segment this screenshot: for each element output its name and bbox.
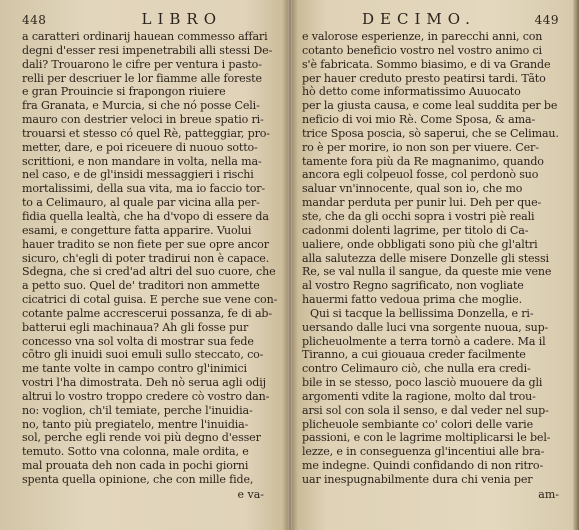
text-line: al vostro Regno sagrificato, non vogliate <box>302 279 524 293</box>
text-line: ualiere, onde obbligati sono più che gl'altri <box>302 237 538 251</box>
right-page-edge <box>573 0 579 530</box>
text-line: plicheuole sembiante co' colori delle varie <box>302 417 533 431</box>
text-line: sol, perche egli rende voi più degno d'esser <box>22 431 261 445</box>
text-line: to a Celimauro, al quale par vicina alla per- <box>22 196 260 210</box>
text-line: argomenti vdite la ragione, molto dal trou- <box>302 389 536 403</box>
text-line: mandar perduta per punir lui. Deh per que- <box>302 196 542 210</box>
text-line: no, tanto più pregiatelo, mentre l'inuidia- <box>22 417 249 431</box>
text-line: arsi sol con sola il senso, e dal veder nel sup- <box>302 403 549 417</box>
text-line: fidia quella lealtà, che ha d'vopo di essere da <box>22 209 269 223</box>
text-line: lezze, e in conseguenza gl'incentiui alle bra- <box>302 445 545 459</box>
text-line: trice Sposa poscia, sò saperui, che se Celimau. <box>302 126 559 140</box>
text-line: concesso vna sol volta di mostrar sua fede <box>22 334 254 348</box>
left-catchword: e va- <box>237 487 264 501</box>
text-line: passioni, e con le lagrime moltiplicarsi le bel- <box>302 431 551 445</box>
text-line: dali? Trouarono le cifre per ventura i pasto- <box>22 57 262 71</box>
text-line: degni d'esser resi impenetrabili alli stessi De- <box>22 43 273 57</box>
text-line: hauer tradito se non fiete per sue opre ancor <box>22 237 269 251</box>
text-line: contro Celimauro ciò, che nulla era credi- <box>302 362 531 376</box>
left-page-number: 448 <box>22 13 47 27</box>
text-line: Sdegna, che si cred'ad altri del suo cuore, che <box>22 265 276 279</box>
text-line: me tante volte in campo contro gl'inimici <box>22 362 247 376</box>
text-line: tamente fora più da Re magnanimo, quando <box>302 154 544 168</box>
text-line: cotante palme accrescerui possanza, fe di ab- <box>22 306 272 320</box>
text-line: saluar vn'innocente, qual son io, che mo <box>302 182 523 196</box>
right-body-text <box>302 30 559 487</box>
right-head-title: DECIMO. <box>362 10 476 28</box>
text-line: e gran Prouincie si frapongon riuiere <box>22 85 226 99</box>
text-line: nel caso, e de gl'insidi messaggieri i rischi <box>22 168 254 182</box>
right-catchword: am- <box>538 487 559 501</box>
text-line: per hauer creduto presto peatirsi tardi. Tãto <box>302 71 546 85</box>
text-line: vostri l'ha dimostrata. Deh nò serua agli odij <box>22 376 266 390</box>
text-line: cõtro gli inuidi suoi emuli sullo steccato, co- <box>22 348 264 362</box>
text-line: a caratteri ordinarij hauean commesso affari <box>22 30 268 43</box>
text-line: altrui lo vostro troppo credere cò vostro dan- <box>22 389 270 403</box>
text-line: plicheuolmente a terra tornò a cadere. Ma il <box>302 334 546 348</box>
text-line: hò detto come informatissimo Auuocato <box>302 85 521 99</box>
text-line: metter, dare, e poi riceuere di nuouo sotto- <box>22 140 258 154</box>
text-line: temuto. Sotto vna colonna, male ordita, e <box>22 445 249 459</box>
text-line: uar inespugnabilmente dura chi venia per <box>302 473 533 486</box>
text-line: batterui egli machinaua? Ah gli fosse pur <box>22 320 249 334</box>
text-line: a petto suo. Quel de' traditori non ammette <box>22 279 260 293</box>
text-line: me indegne. Quindi confidando di non ritro- <box>302 459 544 473</box>
right-page <box>292 0 579 530</box>
text-line: spenta quella opinione, che con mille fide, <box>22 473 254 486</box>
text-line: cadonmi dolenti lagrime, per titolo di Ca- <box>302 223 529 237</box>
left-page <box>0 0 288 530</box>
text-line: per la giusta causa, e come leal suddita per be <box>302 99 558 113</box>
text-line: Tiranno, a cui giouaua creder facilmente <box>302 348 526 362</box>
text-line: mauro con destrier veloci in breue spatio ri- <box>22 113 264 127</box>
text-line: mortalissimi, della sua vita, ma io faccio tor- <box>22 182 265 196</box>
text-line: e valorose esperienze, in parecchi anni, con <box>302 30 543 43</box>
book-gutter <box>282 0 298 530</box>
right-running-head <box>302 10 559 28</box>
text-line: uersando dalle luci vna sorgente nuoua, sup- <box>302 320 549 334</box>
left-running-head <box>22 10 282 28</box>
text-line: sicuro, ch'egli di poter tradirui non è capace. <box>22 251 270 265</box>
right-page-number: 449 <box>534 13 559 27</box>
text-line: hauermi fatto vedoua prima che moglie. <box>302 293 522 307</box>
text-line: relli per descriuer le lor fiamme alle foreste <box>22 71 262 85</box>
text-line: mal prouata deh non cada in pochi giorni <box>22 459 249 473</box>
text-line: Qui si tacque la bellissima Donzella, e ri- <box>310 306 534 320</box>
text-line: s'è fabricata. Sommo biasimo, e di va Grande <box>302 57 551 71</box>
text-line: bile in se stesso, poco lasciò muouere da gli <box>302 376 543 390</box>
text-line: ste, che da gli occhi sopra i vostri piè reali <box>302 209 535 223</box>
text-line: alla salutezza delle misere Donzelle gli stessi <box>302 251 549 265</box>
text-line: neficio di voi mio Rè. Come Sposa, & ama- <box>302 113 536 127</box>
text-line: Re, se val nulla il sangue, da queste mie vene <box>302 265 552 279</box>
text-line: fra Granata, e Murcia, si che nó posse Celi- <box>22 99 260 113</box>
left-head-title: LIBRO <box>141 10 222 28</box>
text-line: cicatrici di cotal guisa. E perche sue vene con- <box>22 293 278 307</box>
text-line: trouarsi et stesso có quel Rè, patteggiar, pro- <box>22 126 270 140</box>
left-body-text <box>22 30 282 487</box>
text-line: scrittioni, e non mandare in volta, nella ma- <box>22 154 262 168</box>
text-line: cotanto beneficio vostro nel vostro animo ci <box>302 43 542 57</box>
text-line: esami, e congetture fatta apparire. Vuolui <box>22 223 252 237</box>
text-line: ro è per morire, io non son per viuere. Cer- <box>302 140 539 154</box>
text-line: no: voglion, ch'il temiate, perche l'inuidia- <box>22 403 253 417</box>
text-line: ancora egli colpeuol fosse, col perdonò suo <box>302 168 539 182</box>
